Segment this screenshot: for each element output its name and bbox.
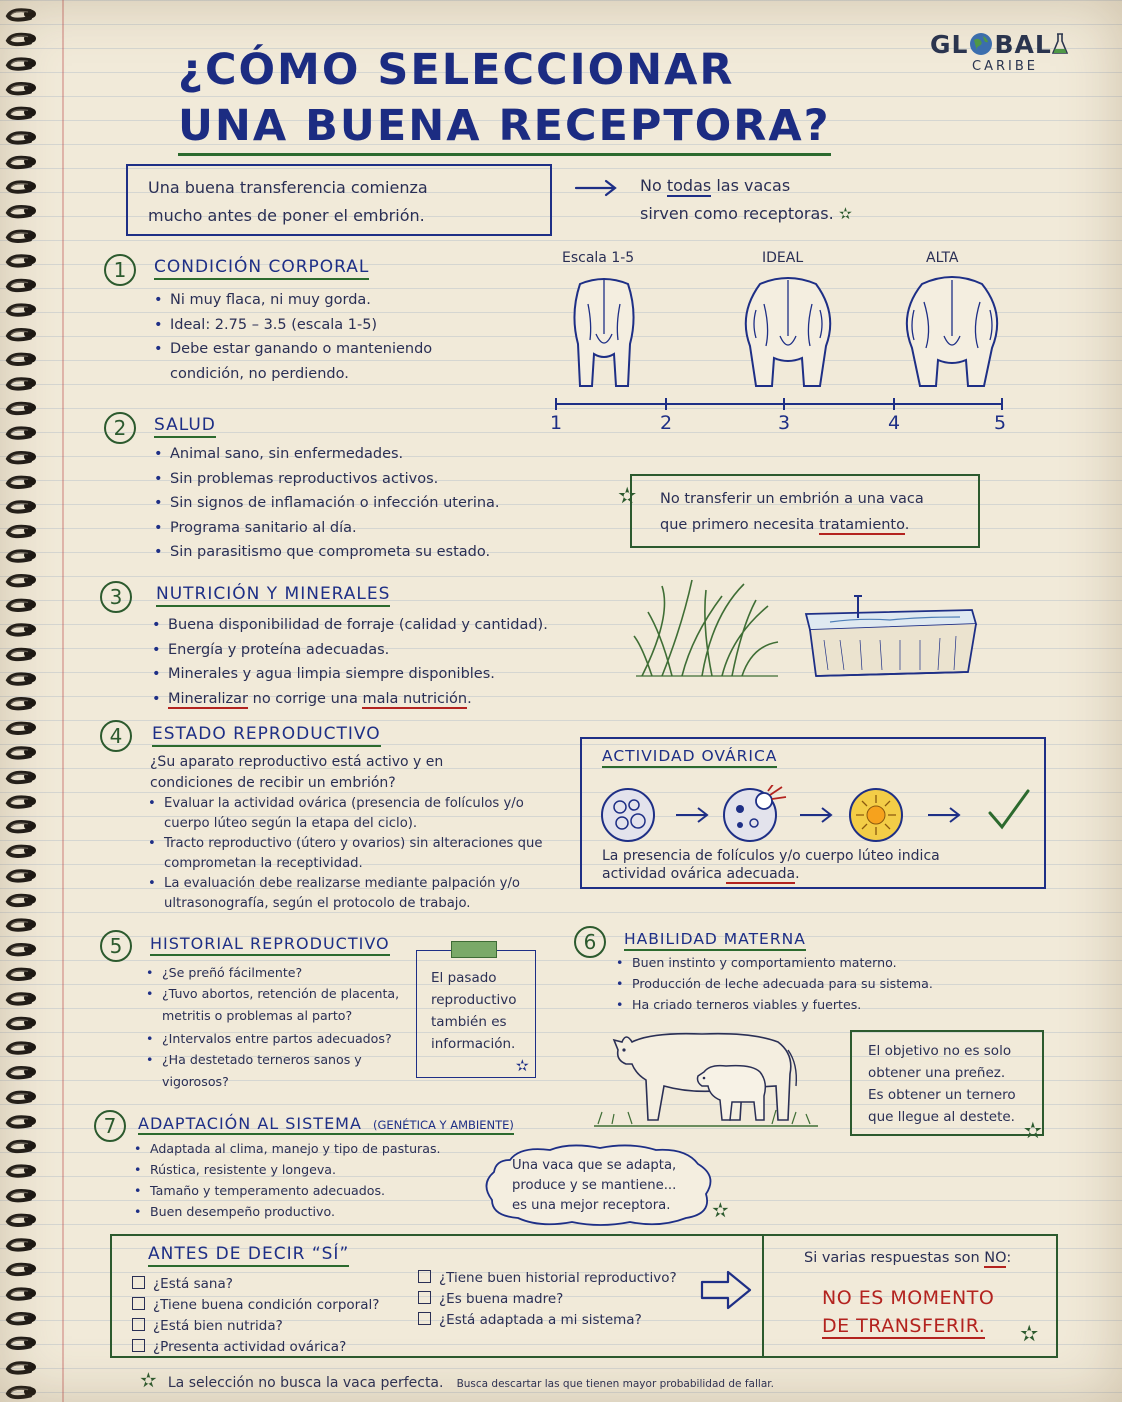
scale-tick-2: 2 xyxy=(660,412,673,434)
star-icon: ✫ xyxy=(1020,1322,1039,1347)
ovarian-activity-box xyxy=(580,737,1046,889)
health-note-line-1: No transferir un embrión a una vaca xyxy=(660,491,924,507)
checkbox[interactable] xyxy=(418,1270,431,1283)
title-line-2: UNA BUENA RECEPTORA? xyxy=(178,101,831,156)
list-item: • ¿Ha destetado terneros sanos y xyxy=(144,1049,392,1070)
checklist-box xyxy=(110,1234,1058,1358)
verdict-line-2: DE TRANSFERIR. xyxy=(822,1315,986,1337)
star-icon: ✫ xyxy=(140,1368,157,1392)
checklist-item: ¿Presenta actividad ovárica? xyxy=(153,1339,347,1355)
intro-note-post: las vacas xyxy=(716,176,791,195)
nutrition-underline-1: Mineralizar xyxy=(168,690,249,707)
list-item: • Ni muy flaca, ni muy gorda. xyxy=(152,288,432,313)
maternal-note-box xyxy=(850,1030,1044,1144)
margin-line xyxy=(62,0,64,1402)
star-icon: ✫ xyxy=(618,484,637,509)
maternal-note-line: que llegue al destete. xyxy=(868,1109,1015,1125)
verdict-line-1: NO ES MOMENTO xyxy=(822,1287,995,1309)
list-item: • ¿Se preñó fácilmente? xyxy=(144,962,399,983)
section-7-number: 7 xyxy=(94,1110,126,1142)
cow-and-calf-icon xyxy=(592,1020,822,1130)
maternal-note-line: obtener una preñez. xyxy=(868,1065,1006,1081)
checklist-item: ¿Es buena madre? xyxy=(439,1291,564,1307)
checkbox[interactable] xyxy=(132,1276,145,1289)
scale-tick-1: 1 xyxy=(550,412,563,434)
tape-icon xyxy=(451,941,497,958)
checklist-result xyxy=(804,1250,1011,1266)
list-item: • Minerales y agua limpia siempre disponibles. xyxy=(150,662,548,687)
ovary-stages xyxy=(598,785,1038,845)
section-3-heading: NUTRICIÓN Y MINERALES xyxy=(156,584,390,607)
section-2-heading: SALUD xyxy=(154,415,216,438)
cloud-line: Una vaca que se adapta, xyxy=(512,1158,677,1173)
flask-icon xyxy=(1052,32,1068,56)
scale-tick-5: 5 xyxy=(994,412,1007,434)
list-item: • Buen instinto y comportamiento materno. xyxy=(614,952,933,973)
checkbox[interactable] xyxy=(418,1291,431,1304)
section-4-question-line-1: ¿Su aparato reproductivo está activo y en xyxy=(150,754,444,770)
section-7-heading xyxy=(138,1114,514,1135)
cow-label-high: ALTA xyxy=(926,250,959,266)
footer-main: La selección no busca la vaca perfecta. xyxy=(167,1375,444,1391)
section-5-list-b xyxy=(144,1028,392,1070)
checklist-left xyxy=(132,1274,379,1358)
star-icon: ✫ xyxy=(515,1056,529,1075)
section-7-heading-sub: (GENÉTICA Y AMBIENTE) xyxy=(373,1118,514,1132)
logo xyxy=(930,30,1090,74)
history-note-line: también es xyxy=(431,1014,507,1030)
intro-line-2: mucho antes de poner el embrión. xyxy=(148,206,425,225)
arrow-right-icon xyxy=(698,1268,754,1312)
checklist-item: ¿Tiene buen historial reproductivo? xyxy=(439,1270,677,1286)
ovary-icon xyxy=(850,789,902,841)
checklist-item: ¿Está sana? xyxy=(153,1276,233,1292)
ovarian-box-title: ACTIVIDAD OVÁRICA xyxy=(602,747,777,768)
cow-rear-icon xyxy=(902,274,1002,394)
scale-tick-3: 3 xyxy=(778,412,791,434)
list-item: • Producción de leche adecuada para su sistema. xyxy=(614,973,933,994)
checklist-divider xyxy=(762,1236,764,1356)
checklist-item: ¿Está adaptada a mi sistema? xyxy=(439,1312,642,1328)
list-item: • Evaluar la actividad ovárica (presencia de folículos y/o cuerpo lúteo según la etapa del ciclo). xyxy=(146,794,558,834)
section-2-list xyxy=(152,442,500,565)
history-note-line: información. xyxy=(431,1036,516,1052)
intro-note xyxy=(640,172,852,228)
ovarian-box-line-2: actividad ovárica xyxy=(602,866,722,882)
arrow-right-icon xyxy=(574,178,620,198)
ovarian-box-period: . xyxy=(795,866,800,882)
section-5-number: 5 xyxy=(100,930,132,962)
cow-rear-icon xyxy=(740,274,836,394)
star-icon: ✫ xyxy=(838,204,853,223)
cloud-line: produce y se mantiene... xyxy=(512,1178,677,1193)
section-7-list xyxy=(132,1138,441,1222)
nutrition-underline-2: mala nutrición xyxy=(362,690,468,707)
cow-label-scale: Escala 1-5 xyxy=(562,250,635,266)
list-item-continuation: vigorosos? xyxy=(162,1074,229,1089)
ovarian-box-underline: adecuada xyxy=(726,866,796,882)
star-icon: ✫ xyxy=(1023,1119,1042,1144)
list-item: • Animal sano, sin enfermedades. xyxy=(152,442,500,467)
scale-tick-4: 4 xyxy=(888,412,901,434)
globe-icon xyxy=(968,31,994,57)
checklist-title: ANTES DE DECIR “SÍ” xyxy=(148,1244,349,1267)
section-4-question-line-2: condiciones de recibir un embrión? xyxy=(150,775,396,791)
health-note-box xyxy=(618,474,980,548)
list-item: • Rústica, resistente y longeva. xyxy=(132,1159,441,1180)
checklist-right xyxy=(418,1268,677,1331)
list-item: • La evaluación debe realizarse mediante palpación y/o ultrasonografía, según el protocolo de trabajo. xyxy=(146,874,558,914)
footer-small: Busca descartar las que tienen mayor probabilidad de fallar. xyxy=(456,1378,774,1390)
water-trough-icon xyxy=(800,590,980,682)
section-6-list xyxy=(614,952,933,1015)
section-4-list xyxy=(146,794,558,914)
checklist-item: ¿Tiene buena condición corporal? xyxy=(153,1297,380,1313)
history-note-line: El pasado xyxy=(431,970,497,986)
list-item: • Buen desempeño productivo. xyxy=(132,1201,441,1222)
ovary-icon xyxy=(724,785,786,841)
intro-box xyxy=(126,164,552,236)
list-item: • ¿Tuvo abortos, retención de placenta, xyxy=(144,983,399,1004)
section-1-number: 1 xyxy=(104,254,136,286)
section-1-heading: CONDICIÓN CORPORAL xyxy=(154,257,369,280)
section-7-heading-text: ADAPTACIÓN AL SISTEMA xyxy=(138,1114,362,1133)
maternal-note-line: El objetivo no es solo xyxy=(868,1043,1012,1059)
history-note-box xyxy=(416,950,536,1078)
intro-note-line-2: sirven como receptoras. xyxy=(640,204,834,223)
grass-icon xyxy=(632,576,782,680)
section-3-list xyxy=(150,613,548,711)
section-4-number: 4 xyxy=(100,720,132,752)
footer xyxy=(140,1368,774,1392)
page-title xyxy=(178,42,831,154)
section-2-number: 2 xyxy=(104,412,136,444)
maternal-note-line: Es obtener un ternero xyxy=(868,1087,1016,1103)
cloud-line: es una mejor receptora. xyxy=(512,1198,671,1213)
logo-subtitle: CARIBE xyxy=(972,59,1038,74)
logo-word-right: BAL xyxy=(994,30,1052,59)
list-item: • Debe estar ganando o manteniendo xyxy=(152,337,432,362)
list-item: • Ideal: 2.75 – 3.5 (escala 1-5) xyxy=(152,313,432,338)
checklist-result-no: NO xyxy=(984,1250,1007,1266)
spiral-binding xyxy=(0,0,60,1402)
history-note-line: reproductivo xyxy=(431,992,517,1008)
ovarian-box-line-1: La presencia de folículos y/o cuerpo lúteo indica xyxy=(602,848,940,864)
cow-rear-icon xyxy=(566,274,642,394)
list-item: • Tracto reproductivo (útero y ovarios) sin alteraciones que comprometan la receptividad. xyxy=(146,834,558,874)
list-item: • ¿Intervalos entre partos adecuados? xyxy=(144,1028,392,1049)
checkbox[interactable] xyxy=(132,1297,145,1310)
star-icon: ✫ xyxy=(712,1198,729,1222)
section-5-list xyxy=(144,962,399,1004)
nutrition-last-mid: no corrige una xyxy=(252,690,358,707)
checklist-result-colon: : xyxy=(1006,1250,1012,1266)
title-line-1: ¿CÓMO SELECCIONAR xyxy=(178,45,735,95)
checklist-verdict xyxy=(822,1284,994,1340)
cow-label-ideal: IDEAL xyxy=(762,250,804,266)
list-item: • Ha criado terneros viables y fuertes. xyxy=(614,994,933,1015)
section-3-number: 3 xyxy=(100,581,132,613)
list-item: • Programa sanitario al día. xyxy=(152,516,500,541)
nutrition-last-period: . xyxy=(467,690,472,707)
checklist-item: ¿Está bien nutrida? xyxy=(153,1318,283,1334)
section-4-question xyxy=(150,752,443,794)
section-4-heading: ESTADO REPRODUCTIVO xyxy=(152,724,381,747)
section-5-heading: HISTORIAL REPRODUCTIVO xyxy=(150,934,390,956)
checklist-result-text: Si varias respuestas son xyxy=(804,1250,980,1266)
health-note-line-2: que primero necesita xyxy=(660,517,815,533)
list-item: • Sin signos de inflamación o infección uterina. xyxy=(152,491,500,516)
list-item: • Adaptada al clima, manejo y tipo de pasturas. xyxy=(132,1138,441,1159)
health-note-underline: tratamiento xyxy=(819,517,905,533)
list-item: • Buena disponibilidad de forraje (calidad y cantidad). xyxy=(150,613,548,638)
ovary-icon xyxy=(602,789,654,841)
list-item xyxy=(150,687,548,712)
intro-note-pre: No xyxy=(640,176,662,195)
logo-word-left: GL xyxy=(930,30,969,59)
list-item-continuation: metritis o problemas al parto? xyxy=(162,1008,353,1023)
checkbox[interactable] xyxy=(418,1312,431,1325)
checkbox[interactable] xyxy=(132,1339,145,1352)
section-6-number: 6 xyxy=(574,926,606,958)
list-item: • Energía y proteína adecuadas. xyxy=(150,638,548,663)
list-item: • Sin parasitismo que comprometa su estado. xyxy=(152,540,500,565)
health-note-period: . xyxy=(904,517,910,533)
intro-note-underline: todas xyxy=(666,176,712,195)
section-1-list xyxy=(152,288,432,362)
list-item-continuation: condición, no perdiendo. xyxy=(170,366,349,382)
checkbox[interactable] xyxy=(132,1318,145,1331)
list-item: • Sin problemas reproductivos activos. xyxy=(152,467,500,492)
intro-line-1: Una buena transferencia comienza xyxy=(148,178,428,197)
cloud-text xyxy=(512,1156,676,1216)
list-item: • Tamaño y temperamento adecuados. xyxy=(132,1180,441,1201)
section-6-heading: HABILIDAD MATERNA xyxy=(624,930,806,951)
checkmark-icon xyxy=(990,791,1028,827)
